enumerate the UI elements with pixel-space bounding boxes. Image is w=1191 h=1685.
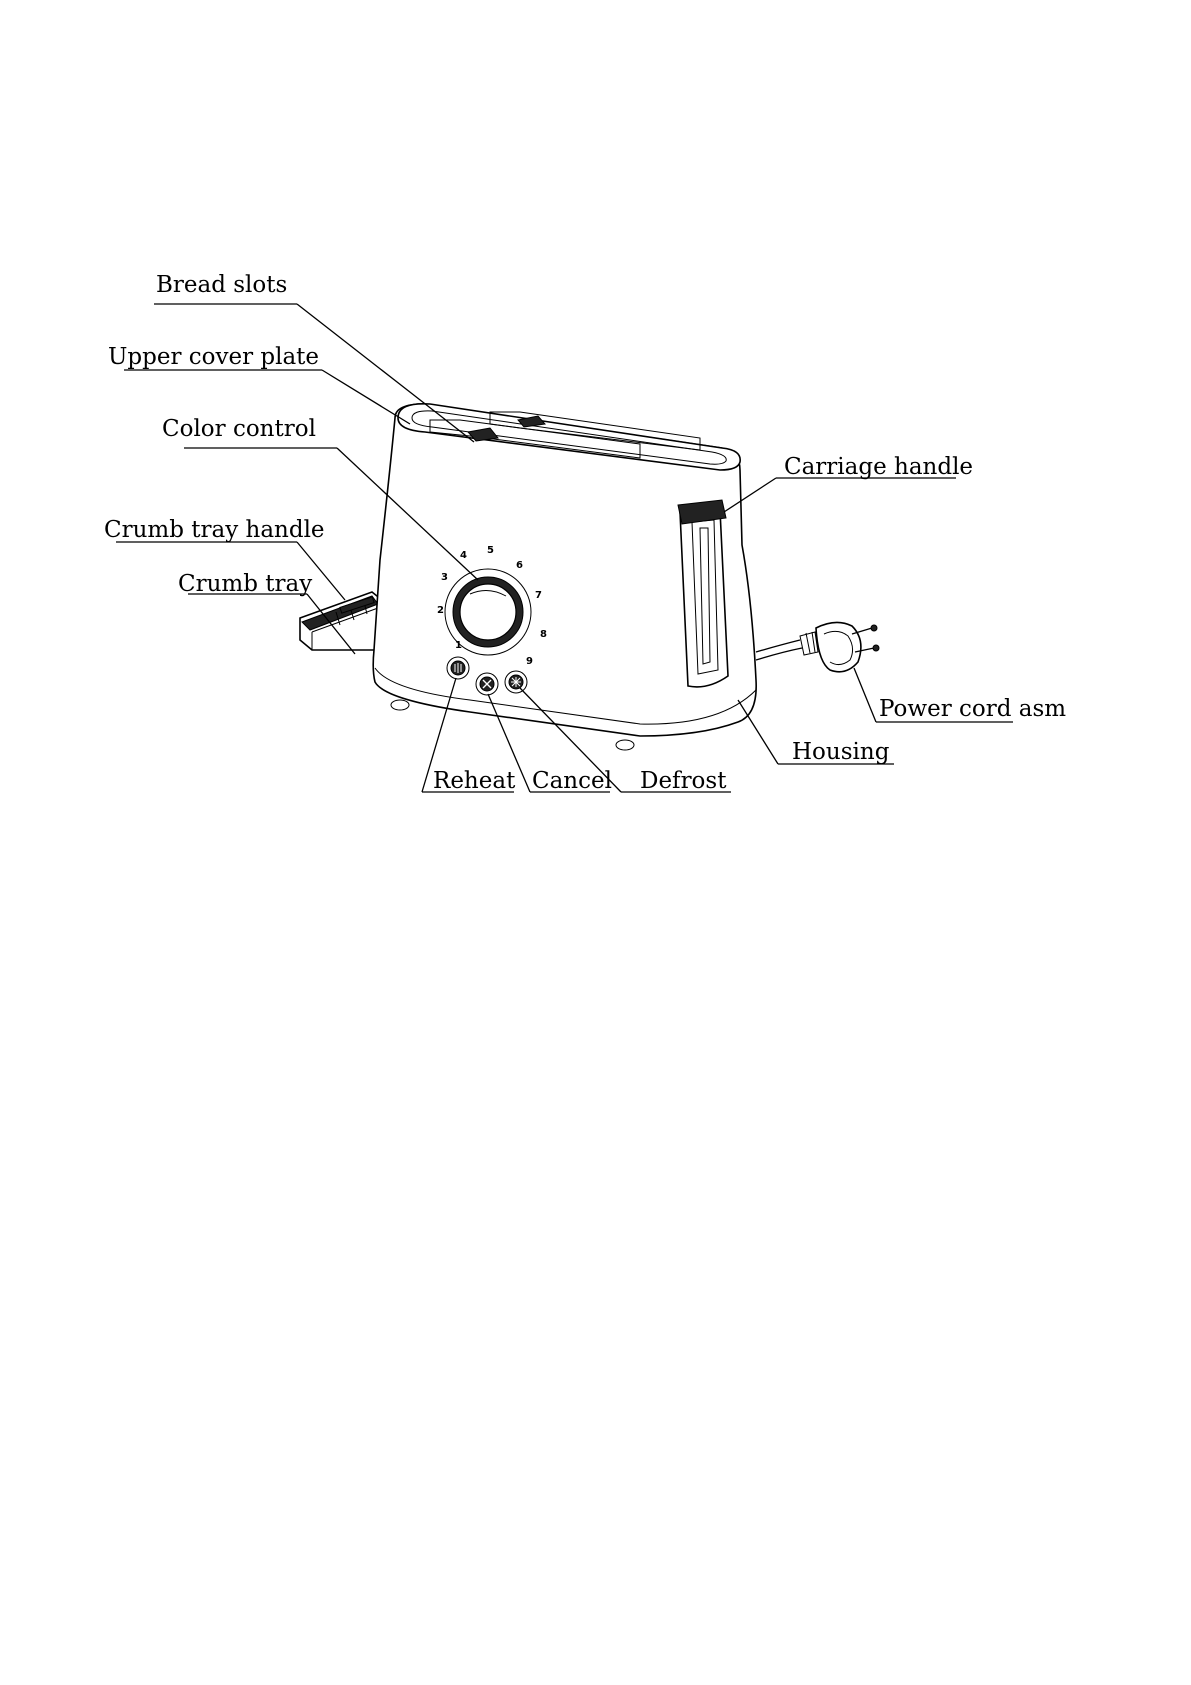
dial-number-7: 7 [535, 590, 542, 601]
power-cord-drawing [756, 622, 879, 671]
dial-number-1: 1 [455, 640, 462, 651]
dial-number-2: 2 [437, 605, 444, 616]
label-cancel: Cancel [532, 768, 612, 794]
label-defrost: Defrost [640, 768, 727, 794]
label-power-cord-asm: Power cord asm [879, 696, 1067, 722]
dial-number-5: 5 [487, 545, 494, 556]
label-crumb-tray: Crumb tray [178, 571, 313, 597]
callout-carriage-handle [724, 454, 973, 512]
label-upper-cover-plate: Upper cover plate [108, 344, 320, 370]
dial-number-6: 6 [516, 560, 523, 571]
dial-number-3: 3 [441, 572, 448, 583]
label-color-control: Color control [162, 416, 316, 442]
label-reheat: Reheat [433, 768, 516, 794]
label-carriage-handle: Carriage handle [784, 454, 974, 480]
dial-number-9: 9 [526, 656, 533, 667]
label-housing: Housing [792, 739, 890, 765]
dial-number-8: 8 [540, 629, 547, 640]
dial-number-4: 4 [460, 550, 467, 561]
callout-power-cord-asm [854, 668, 1066, 722]
label-bread-slots: Bread slots [156, 272, 288, 298]
label-crumb-tray-handle: Crumb tray handle [104, 517, 325, 543]
